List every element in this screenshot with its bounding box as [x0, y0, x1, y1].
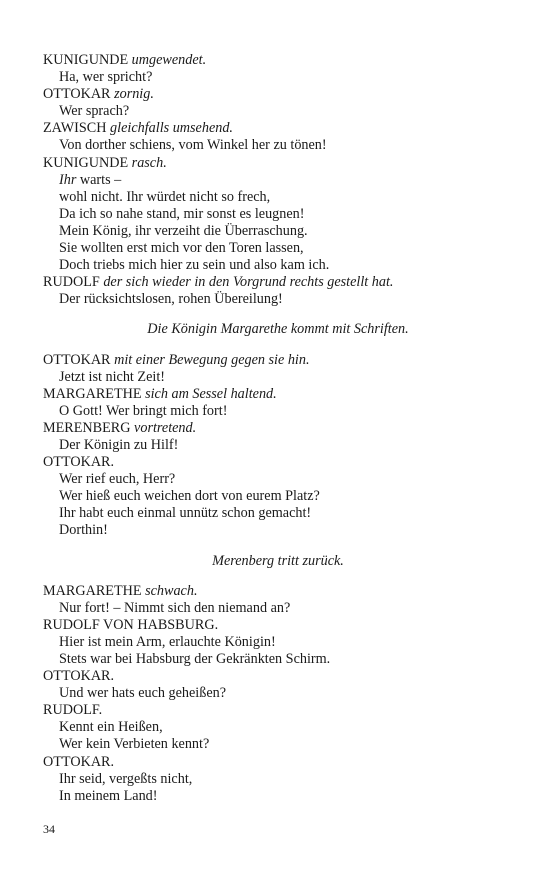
speech-text: Wer hieß euch weichen dort von eurem Platz?	[59, 488, 320, 505]
speech-line	[43, 634, 513, 651]
speech-line	[43, 471, 513, 488]
page-number: 34	[43, 822, 55, 836]
speech-text: Wer sprach?	[59, 103, 130, 120]
speech-text: Sie wollten erst mich vor den Toren lassen,	[59, 240, 304, 257]
play-text	[43, 52, 513, 805]
stage-direction: vortretend.	[134, 419, 197, 436]
speech-line	[43, 522, 513, 539]
speech-line	[43, 137, 513, 154]
speech-text: Der rücksichtslosen, rohen Übereilung!	[59, 291, 283, 308]
speaker-line	[43, 668, 513, 685]
speech-line	[43, 257, 513, 274]
speaker-line	[43, 352, 513, 369]
speaker-name: OTTOKAR	[43, 351, 111, 368]
speech-text: Stets war bei Habsburg der Gekränkten Schirm.	[59, 651, 331, 667]
speaker-name: RUDOLF	[43, 274, 100, 291]
speech-line	[43, 736, 513, 753]
speaker-line	[43, 617, 513, 634]
speech-text: Und wer hats euch geheißen?	[59, 685, 227, 702]
speech-text: Wer rief euch, Herr?	[59, 471, 176, 488]
speaker-line	[43, 155, 513, 172]
speech-line	[43, 403, 513, 420]
speaker-line	[43, 702, 513, 719]
speaker-name: MARGARETHE	[43, 385, 142, 402]
speaker-line	[43, 454, 513, 471]
speech-text: Ihr seid, vergeßts nicht,	[59, 770, 193, 787]
speaker-name: OTTOKAR.	[43, 668, 115, 685]
speech-text: Nur fort! – Nimmt sich den niemand an?	[59, 599, 291, 616]
speaker-line	[43, 52, 513, 69]
speech-line	[43, 719, 513, 736]
stage-direction: rasch.	[131, 154, 167, 171]
speech-text: warts –	[76, 171, 122, 188]
speech-line	[43, 69, 513, 86]
stage-direction: gleichfalls umsehend.	[110, 120, 233, 137]
speech-line	[43, 788, 513, 805]
speech-line	[43, 437, 513, 454]
speech-text: Wer kein Verbieten kennt?	[59, 736, 210, 753]
speech-line	[43, 685, 513, 702]
stage-direction: mit einer Bewegung gegen sie hin.	[114, 351, 310, 368]
speech-line	[43, 505, 513, 522]
speech-text: O Gott! Wer bringt mich fort!	[59, 402, 228, 419]
speech-text: Ihr habt euch einmal unnütz schon gemacht!	[59, 505, 312, 522]
speech-line	[43, 223, 513, 240]
speaker-name: KUNIGUNDE	[43, 52, 129, 68]
speaker-name: ZAWISCH	[43, 120, 107, 137]
speaker-name: OTTOKAR	[43, 86, 111, 103]
speech-line	[43, 291, 513, 308]
speech-text: Hier ist mein Arm, erlauchte Königin!	[59, 633, 276, 650]
speaker-name: RUDOLF.	[43, 702, 103, 719]
speech-text: Mein König, ihr verzeiht die Überraschung.	[59, 222, 308, 239]
speech-text: wohl nicht. Ihr würdet nicht so frech,	[59, 188, 271, 205]
speaker-name: OTTOKAR.	[43, 753, 115, 770]
speech-text: Von dorther schiens, vom Winkel her zu tönen!	[59, 137, 327, 154]
speech-line	[43, 651, 513, 668]
speech-text: Jetzt ist nicht Zeit!	[59, 368, 165, 385]
speech-text: Da ich so nahe stand, mir sonst es leugnen!	[59, 205, 305, 222]
speech-line	[43, 206, 513, 223]
stage-direction: schwach.	[145, 582, 198, 599]
speech-text: Kennt ein Heißen,	[59, 719, 163, 736]
stage-direction: sich am Sessel haltend.	[145, 385, 277, 402]
speaker-line	[43, 86, 513, 103]
speaker-line	[43, 583, 513, 600]
speaker-line	[43, 120, 513, 137]
speaker-line	[43, 386, 513, 403]
stage-direction: zornig.	[114, 86, 154, 103]
speaker-name: MARGARETHE	[43, 582, 142, 599]
speaker-line	[43, 754, 513, 771]
emphasis: Ihr	[59, 171, 77, 188]
speech-line	[43, 172, 513, 189]
speaker-name: KUNIGUNDE	[43, 154, 129, 171]
speech-text: Der Königin zu Hilf!	[59, 436, 179, 453]
speaker-name: OTTOKAR.	[43, 454, 115, 471]
speech-text: In meinem Land!	[59, 787, 158, 804]
speech-line	[43, 189, 513, 206]
stage-direction-centered: Merenberg tritt zurück.	[212, 552, 344, 569]
speech-line	[43, 240, 513, 257]
stage-direction-centered: Die Königin Margarethe kommt mit Schriften.	[147, 321, 409, 338]
stage-direction: umgewendet.	[131, 52, 207, 68]
stage-direction: der sich wieder in den Vorgrund rechts gestellt hat.	[103, 274, 394, 291]
speech-line	[43, 488, 513, 505]
speech-text: Doch triebs mich hier zu sein und also kam ich.	[59, 257, 330, 274]
speaker-line	[43, 274, 513, 291]
speech-text: Dorthin!	[59, 522, 108, 539]
speech-text: Ha, wer spricht?	[59, 69, 153, 86]
speech-line	[43, 771, 513, 788]
speaker-line	[43, 420, 513, 437]
speaker-name: MERENBERG	[43, 419, 131, 436]
speaker-name: RUDOLF VON HABSBURG.	[43, 616, 219, 633]
speech-line	[43, 600, 513, 617]
speech-line	[43, 369, 513, 386]
speech-line	[43, 103, 513, 120]
